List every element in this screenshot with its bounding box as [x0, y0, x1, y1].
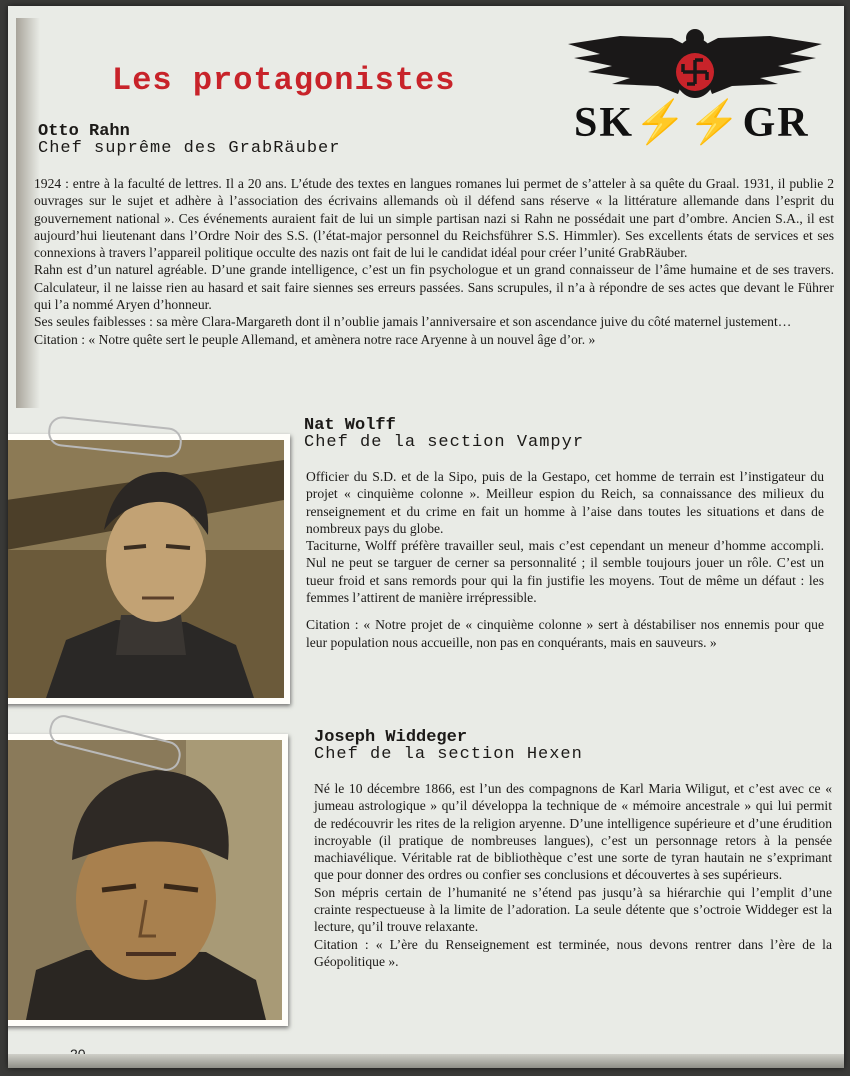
emblem-text: SK⚡⚡GR [574, 100, 810, 146]
nat-paragraph-1: Officier du S.D. et de la Sipo, puis de la Gestapo, cet homme de terrain est l’instigateur du projet « cinquième colonne ». Meilleur espion du Reich, sa connaissance des milieux du renseignement et du crime en fait un homme à l’aise dans toutes les situations et dans de nombreux pays du globe. [306, 469, 824, 536]
nat-portrait [8, 434, 290, 704]
bottom-band [8, 1054, 844, 1068]
joseph-paragraph-2: Son mépris certain de l’humanité ne s’étend pas jusqu’à sa hiérarchie qui l’emplit d’une crainte respectueuse à la limite de l’adoration. La seule détente que s’octroie Widdeger est la lecture, qu’il trouve relaxante. [314, 884, 832, 935]
page-title: Les protagonistes [112, 62, 456, 99]
joseph-name: Joseph Widdeger [314, 728, 468, 747]
joseph-quote: Citation : « L’ère du Renseignement est terminée, nous devons rentrer dans l’ère de la Géopolitique ». [314, 936, 832, 969]
joseph-portrait [8, 734, 288, 1026]
otto-paragraph-3: Ses seules faiblesses : sa mère Clara-Margareth dont il n’oublie jamais l’anniversaire et son ascendance juive du côté maternel justement… [34, 314, 792, 330]
joseph-paragraph-1: Né le 10 décembre 1866, est l’un des compagnons de Karl Maria Wiligut, et c’est avec ce « jumeau astrologique » qu’il développa la technique de « mémoire ancestrale » qui lui permit de redécouvrir les rites de la religion aryenne. D’une intelligence supérieure et d’une érudition incroyable (il pratique de nombreuses langues), c’est un personnage retors à la pensée machiavélique. Véritable rat de bibliothèque c’est une sorte de tyran hautain ne s’exprimant que pour donner des ordres ou confier ses conclusions et découvertes à ses supérieurs. [314, 781, 832, 883]
joseph-bio [314, 780, 832, 970]
nat-bio [306, 468, 824, 651]
joseph-role: Chef de la section Hexen [314, 745, 583, 764]
otto-quote: Citation : « Notre quête sert le peuple Allemand, et amènera notre race Aryenne à un nouvel âge d’or. » [34, 331, 596, 347]
otto-paragraph-2: Rahn est d’un naturel agréable. D’une grande intelligence, c’est un fin psychologue et un grand connaisseur de l’âme humaine et de ses travers. Calculateur, il ne laisse rien au hasard et sait faire siennes ses erreurs passées. Sans scrupules, il n’a à répondre de ses actes que devant le Führer qui l’a nommé Aryen d’honneur. [34, 262, 834, 313]
page [8, 6, 844, 1068]
nat-portrait-image [8, 440, 284, 698]
nat-paragraph-2: Taciturne, Wolff préfère travailler seul, mais c’est cependant un meneur d’homme accompli. Nul ne peut se targuer de cerner sa personnalité ; il semble toujours jouer un rôle. C’est un tueur froid et sans remords pour qui la fin justifie les moyens. Tout de même un défaut : les femmes l’attirent de manière irrépressible. [306, 538, 824, 606]
otto-paragraph-1: 1924 : entre à la faculté de lettres. Il a 20 ans. L’étude des textes en langues romanes lui permet de s’atteler à sa quête du Graal. 1931, il publie 2 ouvrages sur le sujet et adhère à l’association des écrivains allemands où il défend sans réserve « la littérature allemande dans l’esprit du gouvernement national ». Ces événements auraient fait de lui un simple partisan nazi si Rahn ne possédait une part d’ombre. Ancien S.A., il est aujourd’hui lieutenant dans l’Ordre Noir des S.S. (l’état-major personnel du Reichsführer S.S. Himmler). Ses excellents états de services et ses connexions à travers l’appareil politique occulte des nazis ont fait de lui le candidat idéal pour créer l’unité GrabRäuber. [34, 176, 834, 261]
nat-name: Nat Wolff [304, 416, 396, 435]
otto-role: Chef suprême des GrabRäuber [38, 139, 341, 158]
otto-name: Otto Rahn [38, 122, 130, 141]
nat-quote: Citation : « Notre projet de « cinquième colonne » sert à déstabiliser nos ennemis pour que leur population nous accueille, non pas en conquérants, mais en sauveurs. » [306, 617, 824, 650]
nat-role: Chef de la section Vampyr [304, 433, 585, 452]
otto-bio [34, 175, 834, 348]
joseph-portrait-image [8, 740, 282, 1020]
